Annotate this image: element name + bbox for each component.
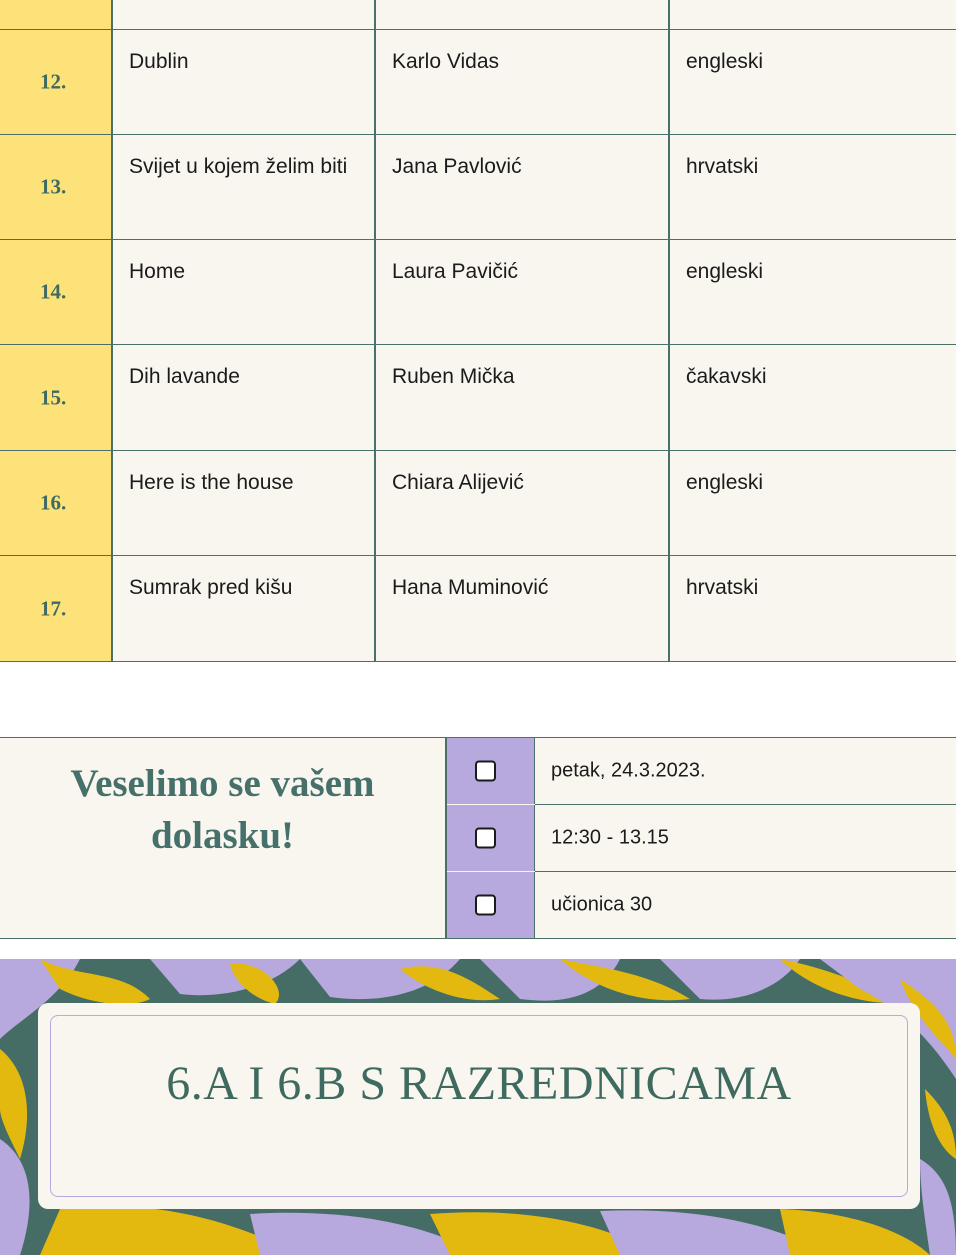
- num-cell: [0, 556, 113, 662]
- row-number: 17.: [40, 596, 67, 620]
- author-cell: [376, 345, 670, 451]
- info-row-date: [447, 738, 956, 804]
- event-date: petak, 24.3.2023.: [551, 759, 706, 782]
- row-title: Here is the house: [129, 471, 294, 494]
- banner-title: 6.A I 6.B S RAZREDNICAMA: [166, 1057, 792, 1110]
- language-cell: [670, 556, 956, 662]
- title-cell: [113, 0, 376, 30]
- num-cell: [0, 451, 113, 556]
- author-cell: [376, 135, 670, 240]
- row-number: 12.: [40, 69, 67, 94]
- info-row-room: [447, 872, 956, 938]
- row-language: engleski: [686, 50, 764, 73]
- event-room: učionica 30: [551, 893, 653, 916]
- row-language: hrvatski: [686, 576, 759, 599]
- num-cell: [0, 30, 113, 135]
- title-cell: [113, 240, 376, 345]
- title-cell: [113, 135, 376, 240]
- author-cell: [376, 556, 670, 662]
- decorative-banner: [0, 959, 956, 1255]
- event-info: [0, 737, 956, 939]
- table-row: [0, 345, 956, 451]
- row-author: Karlo Vidas: [392, 50, 500, 73]
- num-cell: [0, 135, 113, 240]
- info-row-time: [447, 805, 956, 871]
- row-number: 14.: [40, 279, 67, 304]
- table-row: [0, 240, 956, 345]
- row-author: Ruben Mička: [392, 365, 515, 388]
- author-cell: [376, 30, 670, 135]
- title-cell: [113, 451, 376, 556]
- row-number: 15.: [40, 385, 67, 409]
- row-title: Sumrak pred kišu: [129, 576, 293, 599]
- language-cell: [670, 0, 956, 30]
- language-cell: [670, 30, 956, 135]
- language-cell: [670, 451, 956, 556]
- table-row-stub: [0, 0, 956, 30]
- num-cell: [0, 240, 113, 345]
- row-author: Hana Muminović: [392, 576, 549, 599]
- checkbox-icon[interactable]: [475, 761, 496, 782]
- welcome-message: Veselimo se vašem dolasku!: [70, 762, 375, 857]
- row-title: Dih lavande: [129, 365, 240, 388]
- num-cell: [0, 0, 113, 30]
- author-cell: [376, 451, 670, 556]
- table-row: [0, 135, 956, 240]
- row-language: hrvatski: [686, 155, 759, 178]
- row-language: čakavski: [686, 365, 767, 388]
- event-time: 12:30 - 13.15: [551, 826, 669, 849]
- row-author: Chiara Alijević: [392, 471, 524, 494]
- author-cell: [376, 0, 670, 30]
- row-language: engleski: [686, 260, 764, 283]
- table-row: [0, 451, 956, 556]
- row-title: Svijet u kojem želim biti: [129, 155, 348, 178]
- row-language: engleski: [686, 471, 764, 494]
- row-number: 16.: [40, 490, 67, 515]
- row-author: Laura Pavičić: [392, 260, 519, 283]
- checkbox-cell: [447, 805, 535, 871]
- row-author: Jana Pavlović: [392, 155, 522, 178]
- title-card: [38, 1003, 920, 1209]
- checkbox-cell: [447, 872, 535, 938]
- language-cell: [670, 345, 956, 451]
- table-row: [0, 30, 956, 135]
- checkbox-icon[interactable]: [475, 895, 496, 916]
- checkbox-cell: [447, 738, 535, 804]
- num-cell: [0, 345, 113, 451]
- title-cell: [113, 556, 376, 662]
- row-title: Home: [129, 260, 186, 283]
- title-cell: [113, 345, 376, 451]
- table-row: [0, 556, 956, 662]
- row-title: Dublin: [129, 50, 189, 73]
- language-cell: [670, 240, 956, 345]
- language-cell: [670, 135, 956, 240]
- row-number: 13.: [40, 174, 67, 199]
- welcome-panel: [0, 738, 447, 938]
- title-card-frame: [50, 1015, 908, 1197]
- author-cell: [376, 240, 670, 345]
- checkbox-icon[interactable]: [475, 828, 496, 849]
- title-cell: [113, 30, 376, 135]
